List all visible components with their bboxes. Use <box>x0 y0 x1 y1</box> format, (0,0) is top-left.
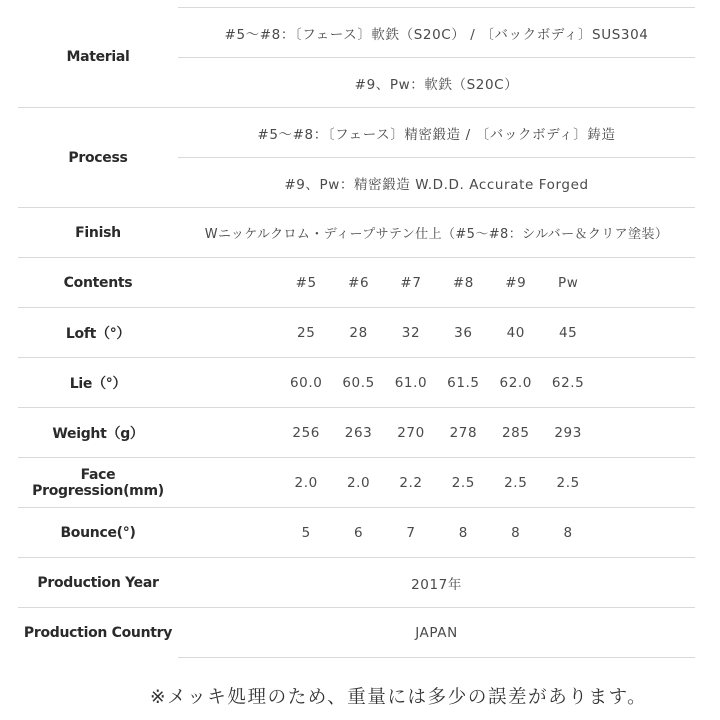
production-country-row <box>18 608 695 658</box>
loft-values <box>178 308 695 358</box>
material-line-2: #9、Pw：軟鉄（S20C） <box>178 58 695 108</box>
value-cell: 60.5 <box>342 374 375 391</box>
value-cell: 2.2 <box>399 474 423 491</box>
production-country-value: JAPAN <box>178 608 695 658</box>
value-cell: #9 <box>505 274 527 291</box>
material-row-1 <box>18 8 695 58</box>
process-line-1: #5〜#8：〔フェース〕精密鍛造 / 〔バックボディ〕鋳造 <box>178 108 695 158</box>
lie-row <box>18 358 695 408</box>
face-progression-values <box>178 458 695 508</box>
value-cell: 28 <box>349 324 368 341</box>
production-year-label: Production Year <box>18 558 178 608</box>
value-cell: 270 <box>397 424 425 441</box>
lie-label: Lie（°） <box>18 358 178 408</box>
process-row-1 <box>18 108 695 158</box>
value-cell: #8 <box>452 274 474 291</box>
finish-row <box>18 208 695 258</box>
value-cell: 5 <box>301 524 311 541</box>
value-cell: 293 <box>554 424 582 441</box>
value-cell: 8 <box>458 524 468 541</box>
value-cell: 6 <box>353 524 364 541</box>
weight-label: Weight（g） <box>18 408 178 458</box>
contents-row <box>18 258 695 308</box>
bounce-row <box>18 508 695 558</box>
lie-values <box>178 358 695 408</box>
value-cell: 61.0 <box>394 374 428 391</box>
contents-label: Contents <box>18 258 178 308</box>
value-cell: 2.0 <box>346 474 371 491</box>
face-progression-label: Face Progression(mm) <box>18 458 178 508</box>
value-cell: Pw <box>557 274 579 291</box>
value-cell: 62.5 <box>551 374 585 391</box>
production-year-row <box>18 558 695 608</box>
value-cell: 2.0 <box>294 474 318 491</box>
weight-values <box>178 408 695 458</box>
loft-label: Loft（°） <box>18 308 178 358</box>
value-cell: 45 <box>558 324 578 341</box>
value-cell: 7 <box>406 524 416 541</box>
material-line-1: #5〜#8：〔フェース〕軟鉄（S20C） / 〔バックボディ〕SUS304 <box>178 8 695 58</box>
value-cell: 2.5 <box>556 474 580 491</box>
contents-values <box>178 258 695 308</box>
face-progression-row <box>18 458 695 508</box>
production-year-value: 2017年 <box>178 558 695 608</box>
weight-row <box>18 408 695 458</box>
value-cell: 40 <box>506 324 525 341</box>
value-cell: 278 <box>449 424 478 441</box>
value-cell: #7 <box>400 274 422 291</box>
value-cell: 2.5 <box>451 474 475 491</box>
material-label: Material <box>66 49 130 66</box>
loft-row <box>18 308 695 358</box>
value-cell: 256 <box>292 424 320 441</box>
value-cell: 8 <box>563 524 573 541</box>
weight-tolerance-note: ※メッキ処理のため、重量には多少の誤差があります。 <box>150 687 648 708</box>
finish-label: Finish <box>18 208 178 258</box>
process-line-2: #9、Pw：精密鍛造 W.D.D. Accurate Forged <box>178 158 695 208</box>
value-cell: 263 <box>344 424 373 441</box>
value-cell: 61.5 <box>447 374 480 391</box>
value-cell: 25 <box>297 324 316 341</box>
value-cell: 60.0 <box>289 374 323 391</box>
value-cell: 32 <box>401 324 421 341</box>
value-cell: 2.5 <box>504 474 528 491</box>
finish-value: Wニッケルクロム・ディープサテン仕上（#5〜#8：シルバー＆クリア塗装） <box>178 208 695 258</box>
value-cell: 8 <box>511 524 521 541</box>
value-cell: #5 <box>295 274 317 291</box>
value-cell: 36 <box>454 324 473 341</box>
spec-table <box>18 7 695 658</box>
value-cell: #6 <box>348 274 370 291</box>
bounce-label: Bounce(°) <box>18 508 178 558</box>
value-cell: 62.0 <box>499 374 532 391</box>
bounce-values <box>178 508 695 558</box>
process-label: Process <box>18 108 178 208</box>
value-cell: 285 <box>501 424 530 441</box>
production-country-label: Production Country <box>18 608 178 658</box>
